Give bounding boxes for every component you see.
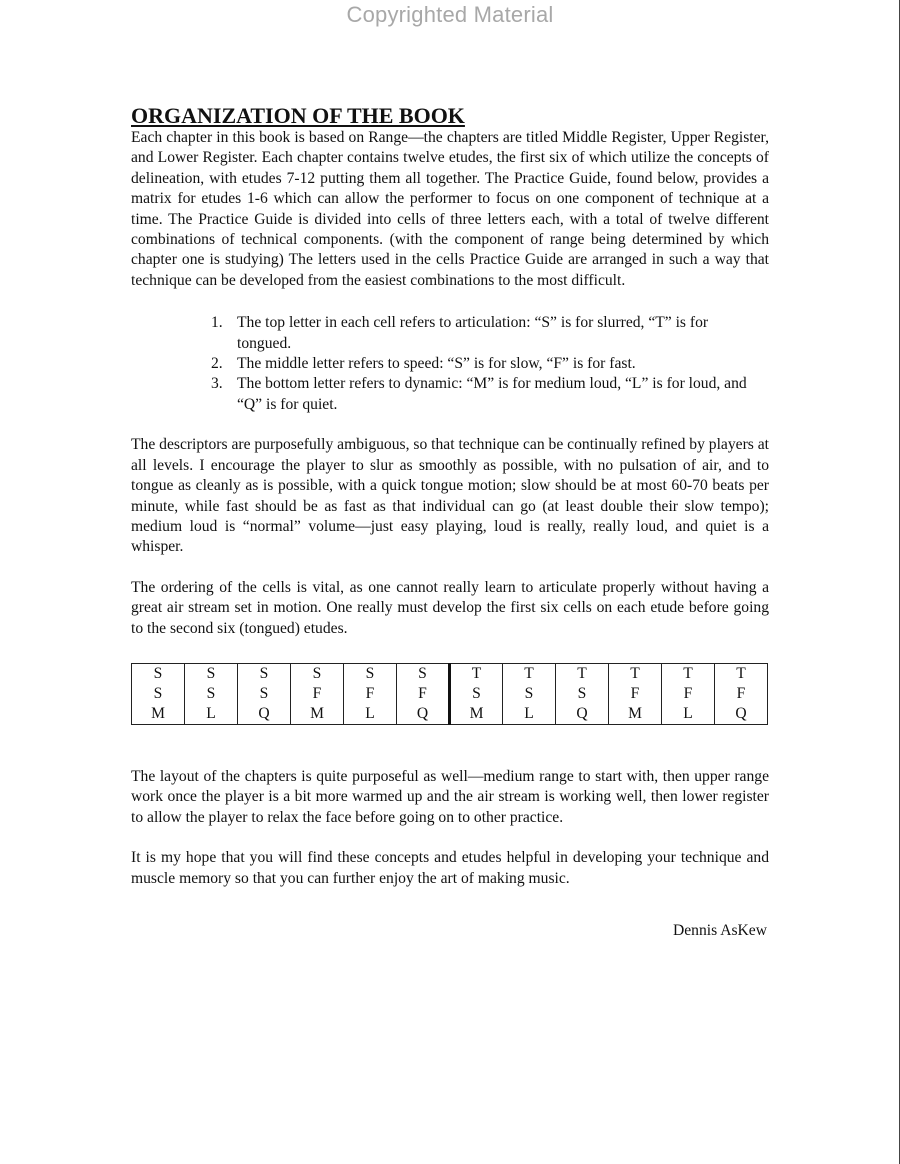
cell-letter: S [577,684,587,702]
cell-letter: S [259,684,269,702]
cell-letter: S [472,684,481,702]
practice-guide-cell [238,663,291,724]
practice-guide-cell [397,663,450,724]
practice-guide-cell [609,663,662,724]
list-number: 2. [211,355,223,373]
list-text: The top letter in each cell refers to articulation: “S” is for slurred, “T” is for tongued. [237,314,709,352]
cell-letter: F [418,684,427,702]
practice-guide-cell [132,663,185,724]
cell-letter: S [153,684,163,702]
cell-letter: Q [416,704,429,722]
cell-letter: S [259,664,269,682]
section-title: ORGANIZATION OF THE BOOK [131,103,465,128]
practice-guide-table [131,663,768,725]
cell-letter: L [365,704,375,722]
practice-guide-row [132,663,768,724]
practice-guide-cell [344,663,397,724]
cell-letter: S [206,664,216,682]
author-signature: Dennis AsKew [673,921,767,939]
cell-letter: M [310,704,324,722]
practice-guide-cell [662,663,715,724]
practice-guide-cell [503,663,556,724]
cell-letter: F [683,684,693,702]
cell-letter: F [365,684,375,702]
list-item [131,313,769,354]
copyright-watermark: Copyrighted Material [346,2,554,27]
cell-letter: F [312,684,322,702]
cell-letter: Q [258,704,270,722]
cell-letter: F [630,684,640,702]
cell-letter: T [471,664,482,682]
cell-letter: L [206,704,216,722]
list-number: 3. [211,375,223,393]
letter-key-list [131,313,769,415]
cell-letter: S [312,664,322,682]
descriptors-paragraph: The descriptors are purposefully ambiguous, so that technique can be continually refined by players at all levels. I encourage the player to slur as smoothly as possible, with no pulsation of air, and to tongue as cleanly as is possible, with a quick tongue motion; slow should be at most 60-70 beats per minute, while fast should be as fast as that individual can go (at least double their slow tempo); medium loud is “normal” volume—just easy playing, loud is really, really loud, and quiet is a whisper. [131,436,769,556]
list-item [131,354,769,374]
practice-guide-cell [556,663,609,724]
cell-letter: S [524,684,534,702]
list-text: The middle letter refers to speed: “S” is for slow, “F” is for fast. [237,355,636,373]
cell-letter: L [524,704,534,722]
cell-letter: S [365,664,375,682]
list-number: 1. [211,314,223,332]
practice-guide-cell [715,663,768,724]
practice-guide-cell [185,663,238,724]
cell-letter: T [630,664,640,682]
cell-letter: M [628,704,642,722]
practice-guide-cell [291,663,344,724]
cell-letter: T [524,664,534,682]
page-content [131,104,769,941]
cell-letter: S [206,684,216,702]
cell-letter: L [683,704,693,722]
cell-letter: T [736,664,746,682]
cell-letter: S [153,664,163,682]
cell-letter: M [469,704,484,722]
layout-paragraph: The layout of the chapters is quite purposeful as well—medium range to start with, then upper range work once the player is a bit more warmed up and the air stream is working well, then lower register to allow the player to relax the face before going on to other practice. [131,767,769,826]
list-item [131,374,769,415]
cell-letter: T [683,664,693,682]
practice-guide-cell [450,663,503,724]
hope-paragraph: It is my hope that you will find these concepts and etudes helpful in developing your technique and muscle memory so that you can further enjoy the art of making music. [131,849,769,887]
cell-letter: S [418,664,427,682]
cell-letter: M [151,704,165,722]
cell-letter: F [736,684,746,702]
cell-letter: Q [735,704,747,722]
cell-letter: Q [576,704,588,722]
intro-paragraph: Each chapter in this book is based on Range—the chapters are titled Middle Register, Upper Register, and Lower Register. Each chapter contains twelve etudes, the first six of which utilize the concepts of delineation, with etudes 7-12 putting them all together. The Practice Guide, found below, provides a matrix for etudes 1-6 which can allow the performer to focus on one component of technique at a time. The Practice Guide is divided into cells of three letters each, with a total of twelve different combinations of technical components. (with the component of range being determined by which chapter one is studying) The letters used in the cells Practice Guide are arranged in such a way that technique can be developed from the easiest combinations to the most difficult. [131,129,769,289]
cell-letter: T [577,664,587,682]
ordering-paragraph: The ordering of the cells is vital, as one cannot really learn to articulate properly without having a great air stream set in motion. One really must develop the first six cells on each etude before going to the second six (tongued) etudes. [131,578,769,637]
list-text: The bottom letter refers to dynamic: “M” is for medium loud, “L” is for loud, and “Q” is for quiet. [237,375,747,413]
